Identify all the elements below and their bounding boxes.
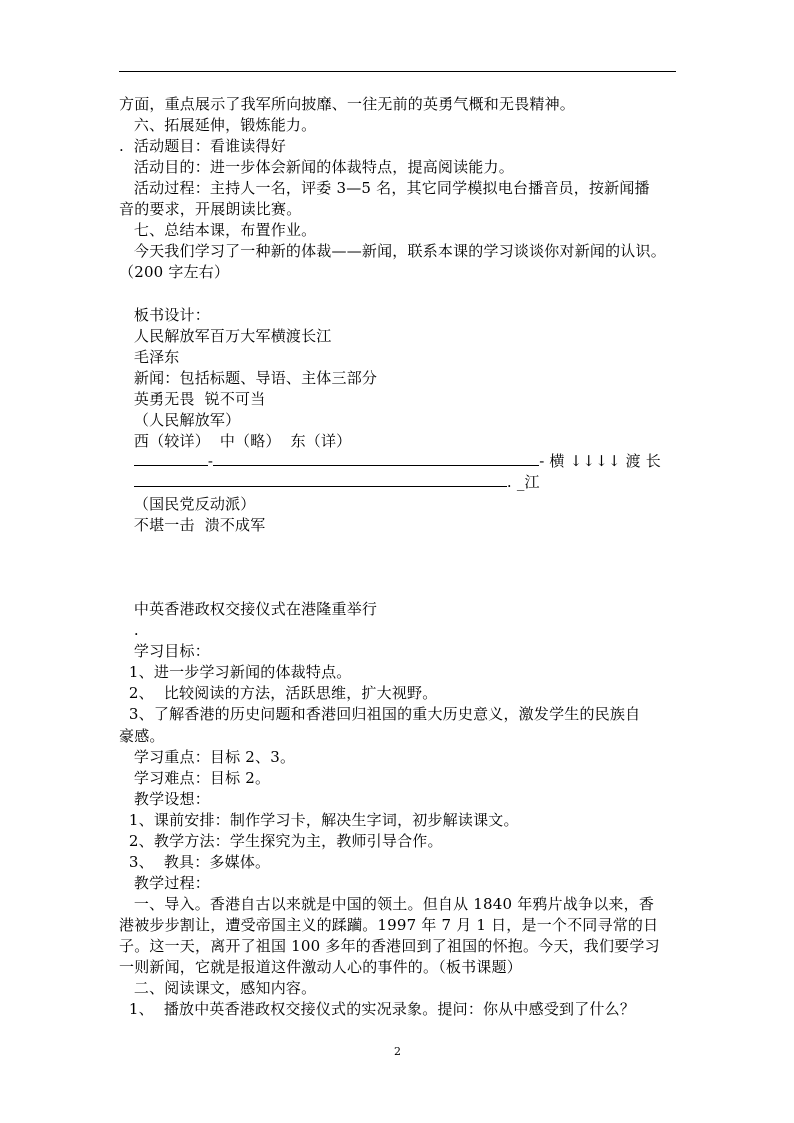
text-line: 1、课前安排：制作学习卡，解决生字词，初步解读课文。 xyxy=(119,810,519,829)
text-line: 中英香港政权交接仪式在港隆重举行 xyxy=(119,600,378,619)
text-line: 活动过程：主持人一名，评委 3—5 名，其它同学模拟电台播音员，按新闻播 xyxy=(119,179,650,198)
text-line: 六、拓展延伸，锻炼能力。 xyxy=(119,116,317,135)
text-line: 活动目的：进一步体会新闻的体裁特点，提高阅读能力。 xyxy=(119,158,514,177)
text-line: 今天我们学习了一种新的体裁——新闻，联系本课的学习谈谈你对新闻的认识。 xyxy=(119,242,666,261)
text-line: 方面，重点展示了我军所向披靡、一往无前的英勇气概和无畏精神。 xyxy=(119,95,576,113)
text-line: 学习难点：目标 2。 xyxy=(119,768,271,787)
text-line: 1、进一步学习新闻的体裁特点。 xyxy=(119,663,352,682)
text-line: 毛泽东 xyxy=(119,347,180,366)
header-rule xyxy=(119,71,676,72)
text-line: 音的要求，开展朗读比赛。 xyxy=(119,200,302,219)
text-line: 学习重点：目标 2、3。 xyxy=(119,747,296,766)
text-line: 2、教学方法：学生探究为主，教师引导合作。 xyxy=(119,831,443,850)
text-line: （200 字左右） xyxy=(119,263,230,282)
text-line: 3、了解香港的历史问题和香港回归祖国的重大历史意义，激发学生的民族自 xyxy=(119,705,641,724)
text-line: 3、 教具：多媒体。 xyxy=(119,852,271,871)
text-line: 二、阅读课文，感知内容。 xyxy=(119,979,317,998)
text-line: 不堪一击 溃不成军 xyxy=(119,516,266,534)
text-line: 豪感。 xyxy=(119,726,165,745)
text-line: 七、总结本课，布置作业。 xyxy=(119,221,317,240)
text-line: 1、 播放中英香港政权交接仪式的实况录象。提问：你从中感受到了什么？ xyxy=(119,1000,636,1019)
text-line: 学习目标： xyxy=(119,642,210,661)
text-line: 港被步步割让，遭受帝国主义的蹂躏。1997 年 7 月 1 日，是一个不同寻常的日 xyxy=(119,915,659,934)
diagram-row-2: . _江 xyxy=(119,472,540,493)
text-line: 子。这一天，离开了祖国 100 多年的香港回到了祖国的怀抱。今天，我们要学习 xyxy=(119,937,660,955)
text-line: . xyxy=(119,621,139,640)
text-line: . 活动题目：看谁读得好 xyxy=(119,137,286,156)
text-line: 新闻：包括标题、导语、主体三部分 xyxy=(119,368,378,387)
text-line: （国民党反动派） xyxy=(119,494,256,513)
text-line: 教学过程： xyxy=(119,873,210,892)
page-number: 2 xyxy=(394,1045,401,1058)
text-line: 一则新闻，它就是报道这件激动人心的事件的。（板书课题） xyxy=(119,958,522,977)
text-line: 英勇无畏 锐不可当 xyxy=(119,389,266,408)
text-line: 一、导入。香港自古以来就是中国的领土。但自从 1840 年鸦片战争以来，香 xyxy=(119,894,655,913)
text-line: （人民解放军） xyxy=(119,410,241,429)
text-line: 人民解放军百万大军横渡长江 xyxy=(119,326,332,345)
text-line: 板书设计： xyxy=(119,305,210,324)
diagram-row-1: - - 横 ↓↓↓↓ 渡 长 xyxy=(119,451,661,472)
text-line: 教学设想： xyxy=(119,789,210,808)
text-line: 2、 比较阅读的方法，活跃思维，扩大视野。 xyxy=(119,684,438,703)
text-line: 西（较详） 中（略） 东（详） xyxy=(119,431,352,450)
